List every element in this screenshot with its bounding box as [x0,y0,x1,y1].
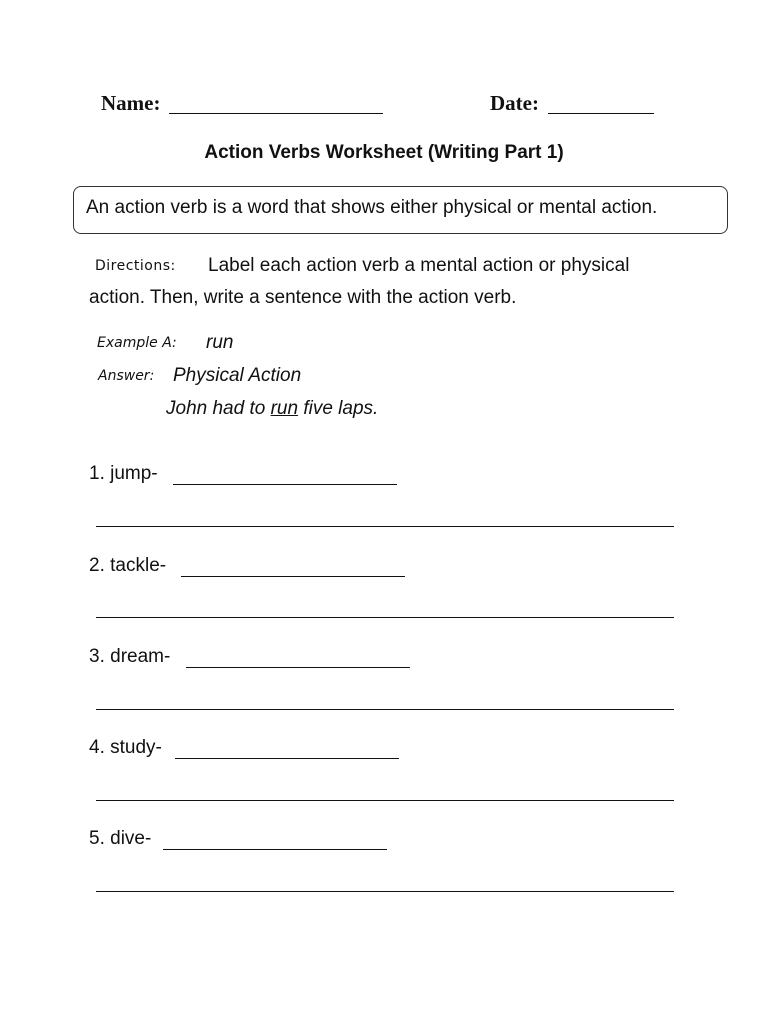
answer-text: Physical Action [173,365,302,386]
example-sentence-verb: run [270,398,299,419]
date-field[interactable] [548,113,654,114]
item-1-sentence-line[interactable] [96,526,674,527]
definition-text: An action verb is a word that shows either physical or mental action. [86,197,658,218]
item-4-label: 4. study- [89,737,162,758]
item-2-sentence-line[interactable] [96,617,674,618]
item-4-sentence-line[interactable] [96,800,674,801]
example-word: run [206,332,234,353]
item-5-label: 5. dive- [89,828,152,849]
item-1-answer-line[interactable] [173,484,397,485]
date-label: Date: [490,91,539,115]
item-2-answer-line[interactable] [181,576,405,577]
example-sentence-after: five laps. [298,398,379,419]
name-field[interactable] [169,113,383,114]
example-sentence-before: John had to [166,398,271,419]
directions-line-2: action. Then, write a sentence with the action verb. [89,287,517,308]
item-5-answer-line[interactable] [163,849,387,850]
answer-label: Answer: [98,368,155,384]
page-title: Action Verbs Worksheet (Writing Part 1) [204,142,564,163]
item-3-answer-line[interactable] [186,667,410,668]
item-3-label: 3. dream- [89,646,171,667]
item-1-label: 1. jump- [89,463,158,484]
example-label: Example A: [97,335,177,351]
name-label: Name: [101,91,161,115]
item-2-label: 2. tackle- [89,555,167,576]
item-3-sentence-line[interactable] [96,709,674,710]
item-5-sentence-line[interactable] [96,891,674,892]
example-sentence [166,398,378,420]
directions-line-1: Label each action verb a mental action or physical [208,255,630,276]
item-4-answer-line[interactable] [175,758,399,759]
directions-label: Directions: [95,258,176,274]
